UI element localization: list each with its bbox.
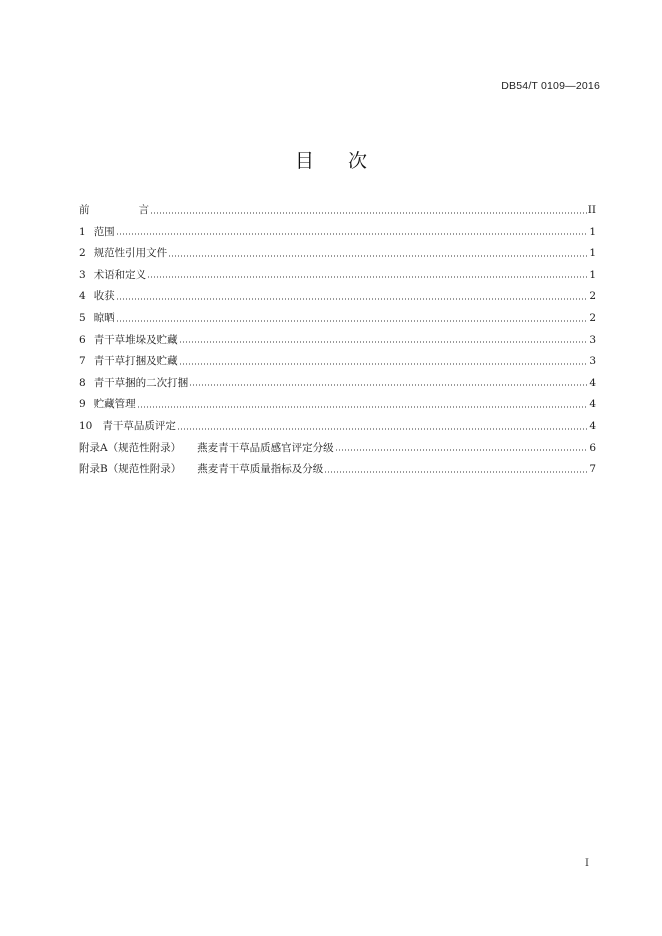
toc-entry-label [79, 394, 136, 416]
toc-entry-7[interactable] [79, 351, 596, 373]
dot-leader [179, 341, 587, 343]
toc-entry-title: 术语和定义 [93, 268, 147, 281]
toc-entry-title: 规范性引用文件 [93, 247, 168, 260]
toc-entry-label [79, 222, 115, 244]
dot-leader [137, 406, 587, 408]
toc-entry-title: 贮藏管理 [93, 398, 136, 411]
toc-entry-title: 青干草品质评定 [102, 419, 176, 432]
toc-entry-number: 1 [79, 225, 86, 238]
toc-entry-page: 7 [589, 463, 596, 476]
toc-entry-label [79, 243, 167, 265]
toc-entry-10[interactable] [79, 416, 596, 438]
toc-entry-title: 青干草捆的二次打捆 [93, 376, 189, 389]
dot-leader [116, 298, 587, 300]
toc-heading: 目 次 [294, 150, 382, 172]
dot-leader [335, 449, 587, 451]
toc-entry-label [79, 416, 176, 438]
toc-entry-page: 4 [589, 419, 596, 432]
toc-entry-page: 1 [589, 225, 596, 238]
toc-entry-page: 3 [589, 333, 596, 346]
toc-entry-title: 收获 [93, 290, 115, 303]
dot-leader [116, 233, 587, 235]
toc-entry-title: 晾晒 [93, 311, 115, 324]
toc-entry-number: 5 [79, 311, 86, 324]
toc-entry-label [79, 308, 115, 330]
toc-entry-number: 4 [79, 290, 86, 303]
toc-entry-title: 范围 [93, 225, 115, 238]
toc-entry-9[interactable] [79, 394, 596, 416]
toc-entry-label [79, 286, 115, 308]
toc-entry-title: 附录A（规范性附录） [79, 441, 182, 454]
table-of-contents [79, 200, 596, 481]
dot-leader [189, 384, 587, 386]
dot-leader [116, 320, 587, 322]
dot-leader [324, 471, 587, 473]
toc-entry-page: II [587, 204, 596, 216]
dot-leader [179, 363, 587, 365]
toc-entry-label [79, 330, 178, 352]
toc-entry-subtitle: 燕麦青干草品质感官评定分级 [197, 441, 334, 454]
toc-entry-label [79, 459, 323, 481]
toc-entry-label [79, 438, 334, 460]
toc-entry-number: 7 [79, 355, 86, 368]
toc-entry-number: 3 [79, 268, 86, 281]
toc-entry-number: 9 [79, 398, 86, 411]
toc-entry-label [79, 351, 178, 373]
dot-leader [177, 428, 587, 430]
toc-entry-3[interactable] [79, 265, 596, 287]
toc-entry-label [79, 373, 188, 395]
toc-entry-number: 2 [79, 247, 86, 260]
toc-entry-page: 4 [589, 398, 596, 411]
toc-entry-page: 2 [589, 290, 596, 303]
toc-entry-title: 青干草堆垛及贮藏 [93, 333, 178, 346]
toc-entry-number: 10 [79, 419, 93, 432]
toc-entry-8[interactable] [79, 373, 596, 395]
document-code: DB54/T 0109—2016 [501, 80, 600, 92]
toc-entry-2[interactable] [79, 243, 596, 265]
toc-entry-page: 3 [589, 355, 596, 368]
dot-leader [150, 212, 587, 214]
toc-entry-page: 1 [589, 268, 596, 281]
page-number: I [585, 858, 589, 869]
toc-entry-1[interactable] [79, 222, 596, 244]
toc-entry-appendix-b[interactable] [79, 459, 596, 481]
toc-entry-title: 前 言 [79, 204, 149, 216]
dot-leader [168, 255, 587, 257]
toc-entry-appendix-a[interactable] [79, 438, 596, 460]
toc-entry-page: 2 [589, 311, 596, 324]
toc-entry-page: 1 [589, 247, 596, 260]
toc-entry-page: 6 [589, 441, 596, 454]
toc-entry-number: 6 [79, 333, 86, 346]
toc-entry-5[interactable] [79, 308, 596, 330]
toc-entry-subtitle: 燕麦青干草质量指标及分级 [197, 463, 324, 476]
toc-entry-number: 8 [79, 376, 86, 389]
toc-entry-6[interactable] [79, 330, 596, 352]
dot-leader [147, 276, 587, 278]
toc-entry-title: 附录B（规范性附录） [79, 463, 182, 476]
toc-entry-title: 青干草打捆及贮藏 [93, 355, 178, 368]
toc-entry-foreword[interactable] [79, 200, 596, 222]
toc-entry-label [79, 200, 149, 222]
toc-entry-label [79, 265, 146, 287]
toc-entry-4[interactable] [79, 286, 596, 308]
toc-entry-page: 4 [589, 376, 596, 389]
